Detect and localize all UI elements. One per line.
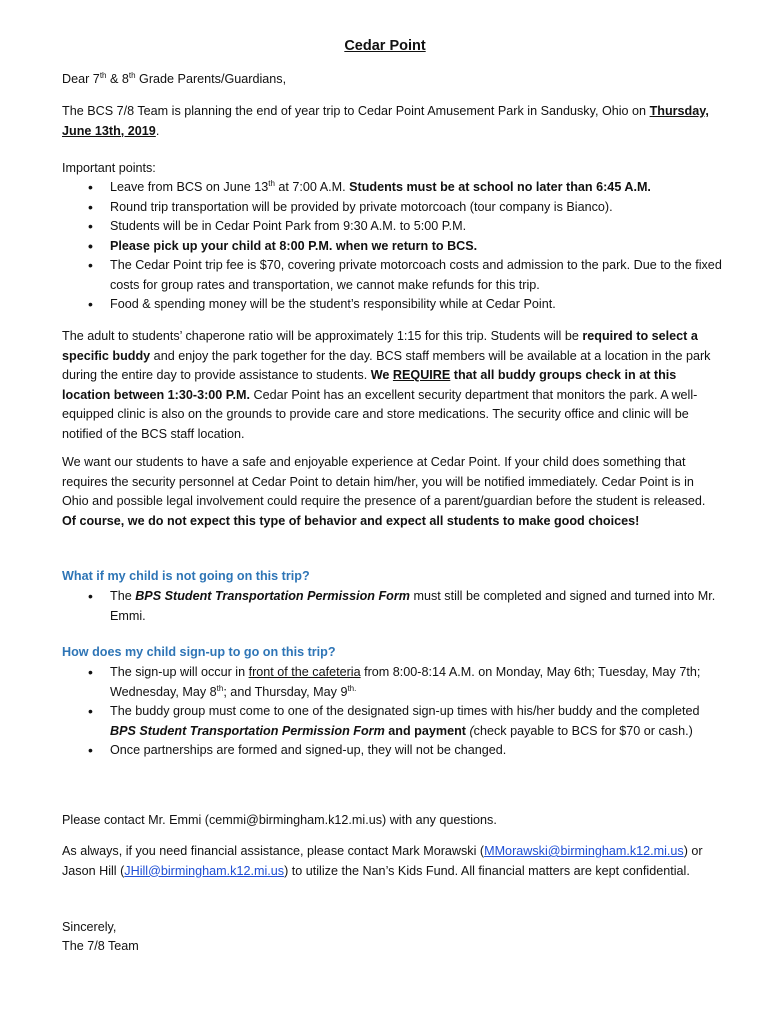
list-item: • Food & spending money will be the student’s responsibility while at Cedar Point. xyxy=(62,295,722,315)
form-name: BPS Student Transportation Permission Form xyxy=(135,589,410,603)
list-item xyxy=(62,178,722,198)
email-link-morawski[interactable]: MMorawski@birmingham.k12.mi.us xyxy=(484,844,684,858)
trip-date: Thursday, June 13th, 2019 xyxy=(62,104,709,138)
list-item xyxy=(62,702,722,741)
financial-paragraph xyxy=(62,842,722,881)
item-text: ; and Thursday, May 9 xyxy=(223,684,348,699)
item-text: The buddy group must come to one of the designated sign-up times with his/her buddy and the completed xyxy=(110,704,700,718)
para-text: As always, if you need financial assistance, please contact Mark Morawski ( xyxy=(62,844,485,858)
important-label: Important points: xyxy=(62,161,156,175)
intro-text: The BCS 7/8 Team is planning the end of year trip to Cedar Point Amusement Park in Sandusky, Ohio on xyxy=(62,104,650,118)
greeting-sup: th xyxy=(99,70,107,80)
item-text: Leave from BCS on June 13 xyxy=(110,180,269,194)
para-bold: that all buddy groups check in at this location between 1:30-3:00 P.M. xyxy=(62,368,677,402)
greeting xyxy=(62,70,722,90)
intro-end: . xyxy=(155,123,160,138)
email-link-hill[interactable]: JHill@birmingham.k12.mi.us xyxy=(124,863,285,878)
closing-line: Sincerely, xyxy=(62,920,117,934)
item-italic: ( xyxy=(469,723,474,738)
greeting-text: Dear 7 xyxy=(62,72,100,86)
contact-line: Please contact Mr. Emmi (cemmi@birmingham.k12.mi.us) with any questions. xyxy=(62,813,497,827)
item-text: The xyxy=(110,589,136,603)
para-text: The adult to students’ chaperone ratio will be approximately 1:15 for this trip. Students will be xyxy=(62,329,583,343)
signup-heading: How does my child sign-up to go on this trip? xyxy=(62,645,336,659)
greeting-sup: th xyxy=(128,70,136,80)
item-sup: th xyxy=(216,683,224,693)
item-bold: Students must be at school no later than 6:45 A.M. xyxy=(349,180,651,194)
item-sup: th. xyxy=(347,683,357,693)
item-text: at 7:00 A.M. xyxy=(274,180,350,194)
para-bold-underline: REQUIRE xyxy=(392,368,451,382)
important-points-list xyxy=(62,178,722,315)
para-text: ) to utilize the Nan’s Kids Fund. All financial matters are kept confidential. xyxy=(284,863,690,878)
para-bold: We xyxy=(370,368,393,382)
list-item: • Students will be in Cedar Point Park from 9:30 A.M. to 5:00 P.M. xyxy=(62,217,722,237)
signup-list xyxy=(62,663,722,761)
not-going-heading: What if my child is not going on this trip? xyxy=(62,569,310,583)
list-item: • Round trip transportation will be provided by private motorcoach (tour company is Bianco). xyxy=(62,198,722,218)
item-text: The sign-up will occur in xyxy=(110,665,249,679)
item-bold: and payment xyxy=(384,723,470,738)
para-text: ) or Jason Hill ( xyxy=(62,844,703,878)
list-item xyxy=(62,587,722,626)
chaperone-paragraph xyxy=(62,327,722,444)
item-text: must still be completed and signed and turned into Mr. Emmi. xyxy=(110,589,716,623)
list-item: • The Cedar Point trip fee is $70, covering private motorcoach costs and admission to the park. Due to the fixed costs for group rates and transportation, we cannot make refunds for this trip. xyxy=(62,256,722,295)
signature-line: The 7/8 Team xyxy=(62,939,139,953)
para-text: Cedar Point has an excellent security department that monitors the park. A well-equipped clinic is also on the grounds to provide care and store medications. The security office and clinic will be notified of the BCS staff location. xyxy=(62,387,698,441)
greeting-text: & 8 xyxy=(106,72,129,86)
para-bold: Of course, we do not expect this type of behavior and expect all students to make good choices! xyxy=(62,513,640,528)
list-item: • Once partnerships are formed and signed-up, they will not be changed. xyxy=(62,741,722,761)
safety-paragraph xyxy=(62,453,722,531)
list-item: • Please pick up your child at 8:00 P.M. when we return to BCS. xyxy=(62,237,722,257)
form-name: BPS Student Transportation Permission Form xyxy=(110,723,385,738)
greeting-text: Grade Parents/Guardians, xyxy=(135,72,287,86)
document-title: Cedar Point xyxy=(344,38,426,54)
not-going-list xyxy=(62,587,722,626)
para-text: and enjoy the park together for the day. BCS staff members will be available at a location in the park during the entire day to provide assistance to students. xyxy=(62,348,711,382)
item-text: check payable to BCS for $70 or cash.) xyxy=(473,723,693,738)
location-text: front of the cafeteria xyxy=(248,665,361,679)
item-sup: th xyxy=(268,178,275,188)
intro-paragraph xyxy=(62,102,722,141)
item-text: from 8:00-8:14 A.M. on Monday, May 6th; Tuesday, May 7th; Wednesday, May 8 xyxy=(110,665,701,699)
list-item xyxy=(62,663,722,702)
para-bold: required to select a specific buddy xyxy=(62,329,698,363)
para-text: We want our students to have a safe and enjoyable experience at Cedar Point. If your child does something that requires the security personnel at Cedar Point to detain him/her, you will be notified immediately. Cedar Point is in Ohio and possible legal involvement could require the presence of a parent/guardian before the student is released. xyxy=(62,455,706,508)
